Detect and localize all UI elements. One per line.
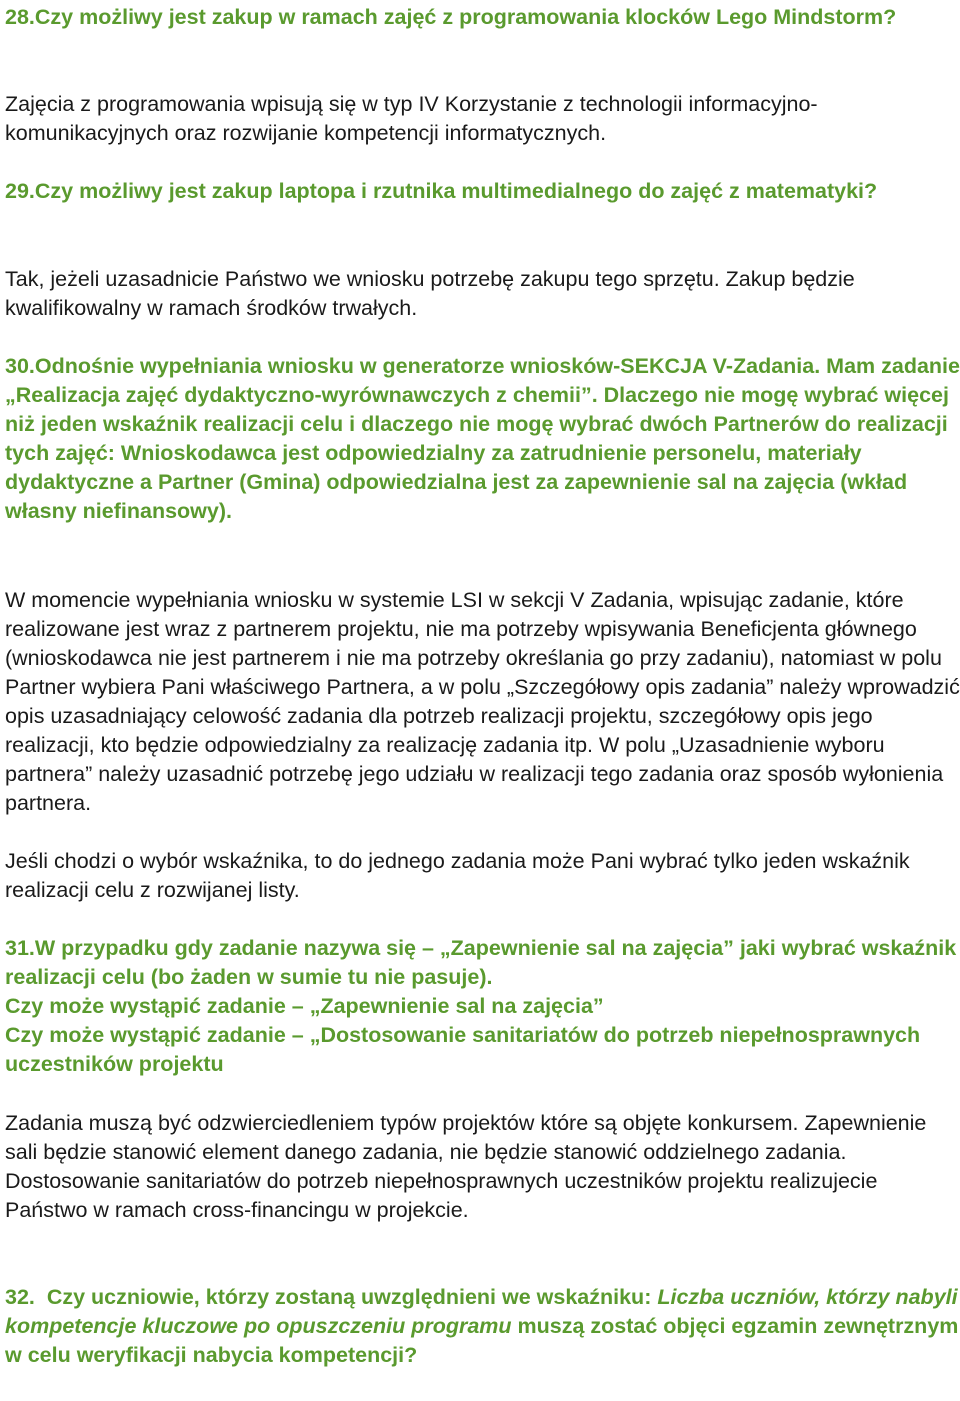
question-31-sub-2: Czy może wystąpić zadanie – „Dostosowanie sanitariatów do potrzeb niepełnosprawnych uczestników projektu: [5, 1023, 921, 1076]
question-32-tail: muszą zostać objęci egzamin zewnętrznym w celu weryfikacji nabycia kompetencji?: [5, 1314, 959, 1367]
question-28: 28.Czy możliwy jest zakup w ramach zajęć z programowania klocków Lego Mindstorm?: [5, 5, 897, 29]
answer-31: Zadania muszą być odzwierciedleniem typów projektów które są objęte konkursem. Zapewnienie sali będzie stanowić element danego zadania, nie będzie stanowić oddzielnego zadania. Dostosowanie sanitariatów do potrzeb niepełnosprawnych uczestników projektu realizujecie Państwo w ramach cross-financingu w projekcie.: [5, 1111, 927, 1222]
question-32-number: 32.: [5, 1285, 35, 1309]
answer-30-indicator: Jeśli chodzi o wybór wskaźnika, to do jednego zadania może Pani wybrać tylko jeden wskaźnik realizacji celu z rozwijanej listy.: [5, 849, 910, 902]
question-32-indicator-name: Liczba uczniów, którzy nabyli kompetencje kluczowe po opuszczeniu programu: [5, 1285, 958, 1338]
answer-28: Zajęcia z programowania wpisują się w typ IV Korzystanie z technologii informacyjno-komunikacyjnych oraz rozwijanie kompetencji informatycznych.: [5, 92, 818, 145]
answer-30: W momencie wypełniania wniosku w systemie LSI w sekcji V Zadania, wpisując zadanie, które realizowane jest wraz z partnerem projektu, nie ma potrzeby wpisywania Beneficjenta głównego (wnioskodawca nie jest partnerem i nie ma potrzeby określania go przy zadaniu), natomiast w polu Partner wybiera Pani właściwego Partnera, a w polu „Szczegółowy opis zadania” należy wprowadzić opis uzasadniający celowość zadania dla potrzeb realizacji projektu, szczegółowy opis jego realizacji, kto będzie odpowiedzialny za realizację zadania itp. W polu „Uzasadnienie wyboru partnera” należy uzasadnić potrzebę jego udziału w realizacji tego zadania oraz sposób wyłonienia partnera.: [5, 588, 960, 815]
question-31-sub-1: Czy może wystąpić zadanie – „Zapewnienie sal na zajęcia”: [5, 994, 604, 1018]
question-31: 31.W przypadku gdy zadanie nazywa się – „Zapewnienie sal na zajęcia” jaki wybrać wskaźnik realizacji celu (bo żaden w sumie tu nie pasuje).: [5, 936, 957, 989]
answer-29: Tak, jeżeli uzasadnicie Państwo we wniosku potrzebę zakupu tego sprzętu. Zakup będzie kwalifikowalny w ramach środków trwałych.: [5, 267, 855, 320]
question-30: 30.Odnośnie wypełniania wniosku w generatorze wniosków-SEKCJA V-Zadania. Mam zadanie „Realizacja zajęć dydaktyczno-wyrównawczych z chemii”. Dlaczego nie mogę wybrać więcej niż jeden wskaźnik realizacji celu i dlaczego nie mogę wybrać dwóch Partnerów do realizacji tych zajęć: Wnioskodawca jest odpowiedzialny za zatrudnienie personelu, materiały dydaktyczne a Partner (Gmina) odpowiedzialna jest za zapewnienie sal na zajęcia (wkład własny niefinansowy).: [5, 354, 960, 523]
question-29: 29.Czy możliwy jest zakup laptopa i rzutnika multimedialnego do zajęć z matematyki?: [5, 179, 878, 203]
question-32-lead: Czy uczniowie, którzy zostaną uwzględnieni we wskaźniku:: [46, 1285, 652, 1309]
question-32: [5, 1283, 960, 1370]
